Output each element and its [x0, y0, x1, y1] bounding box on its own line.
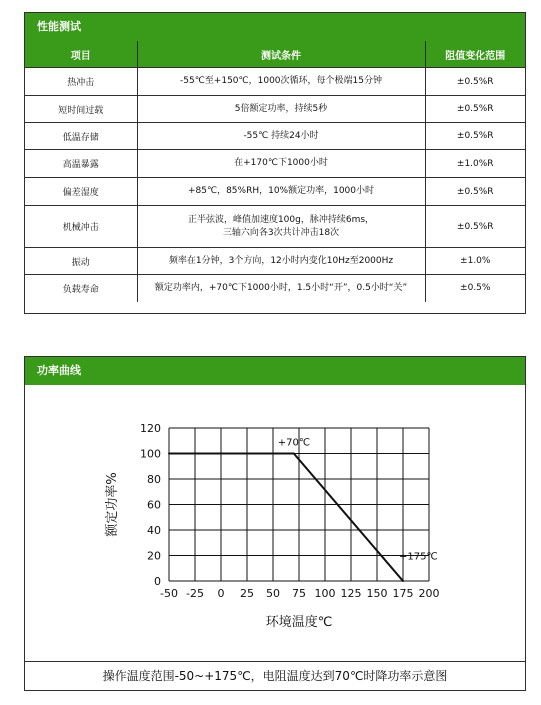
condition-line: -55℃ 持续24小时: [243, 130, 319, 141]
x-tick-label: 100: [314, 587, 336, 600]
cell-condition: [137, 248, 425, 275]
table-row: [25, 68, 525, 96]
condition-line: 5倍额定功率，持续5秒: [234, 103, 328, 114]
derating-curve-line: [169, 454, 403, 582]
column-header-resistance-change: 阻值变化范围: [425, 41, 525, 68]
cell-item: 机械冲击: [25, 206, 137, 248]
cell-item: 高温暴露: [25, 150, 137, 178]
x-tick-label: 125: [340, 587, 362, 600]
power-curve-caption: 操作温度范围-50~+175℃，电阻温度达到70℃时降功率示意图: [25, 661, 525, 690]
condition-line: +85℃，85%RH，10%额定功率，1000小时: [187, 186, 375, 196]
x-tick-label: 175: [392, 587, 414, 600]
cell-item: 低温存储: [25, 123, 137, 150]
y-tick-label: 60: [147, 498, 161, 512]
x-tick-label: 200: [418, 587, 440, 600]
cell-resistance-change: ±1.0%R: [425, 150, 525, 178]
x-tick-label: -25: [186, 587, 204, 600]
curve-annotation-label: +70℃: [277, 437, 311, 449]
x-tick-label: -50: [160, 587, 178, 600]
cell-resistance-change: ±1.0%: [425, 248, 525, 275]
performance-test-table: [25, 41, 525, 302]
cell-resistance-change: ±0.5%: [425, 275, 525, 302]
table-header-row: [25, 41, 525, 68]
cell-resistance-change: ±0.5%R: [425, 123, 525, 150]
cell-condition: [137, 123, 425, 150]
table-row: [25, 248, 525, 275]
table-row: [25, 275, 525, 302]
performance-test-title: 性能测试: [25, 13, 525, 41]
cell-item: 偏差湿度: [25, 178, 137, 206]
condition-line: 频率在1分钟，3个方向，12小时内变化10Hz至2000Hz: [168, 255, 394, 266]
table-row: [25, 150, 525, 178]
cell-condition: [137, 150, 425, 178]
x-tick-label: 150: [366, 587, 388, 600]
condition-line: 正半弦波，峰值加速度100g，脉冲持续6ms，: [187, 214, 375, 225]
condition-line: 额定功率内，+70℃下1000小时，1.5小时“开”，0.5小时“关”: [154, 282, 408, 293]
cell-item: 振动: [25, 248, 137, 275]
y-tick-label: 100: [140, 447, 161, 461]
cell-condition: [137, 178, 425, 206]
power-derating-chart: [25, 385, 525, 660]
column-header-condition: 测试条件: [137, 41, 425, 68]
condition-line: 三轴六向各3次共计冲击18次: [222, 227, 340, 238]
curve-point: [168, 453, 170, 455]
y-tick-label: 80: [147, 473, 161, 486]
condition-line: -55℃至+150℃，1000次循环，每个极端15分钟: [180, 76, 382, 86]
cell-item: 负载寿命: [25, 275, 137, 302]
cell-resistance-change: ±0.5%R: [425, 206, 525, 248]
x-tick-label: 75: [292, 587, 306, 600]
condition-line: 在+170℃下1000小时: [234, 158, 328, 168]
cell-item: 热冲击: [25, 68, 137, 96]
x-tick-label: 50: [266, 587, 280, 600]
power-curve-title: 功率曲线: [25, 357, 525, 385]
column-header-item: 项目: [25, 41, 137, 68]
curve-point: [293, 453, 295, 455]
cell-condition: [137, 275, 425, 302]
curve-annotation-label: +175℃: [399, 551, 438, 563]
cell-resistance-change: ±0.5%R: [425, 178, 525, 206]
y-axis-label: 额定功率%: [105, 472, 120, 537]
y-tick-label: 0: [154, 575, 161, 588]
table-row: [25, 206, 525, 248]
x-tick-label: 0: [217, 587, 225, 600]
y-tick-label: 120: [140, 422, 161, 435]
cell-condition: [137, 68, 425, 96]
chart-svg: [25, 385, 525, 660]
curve-point: [402, 580, 404, 582]
table-row: [25, 178, 525, 206]
cell-resistance-change: ±0.5%R: [425, 68, 525, 96]
x-axis-label: 环境温度℃: [265, 615, 333, 630]
table-row: [25, 123, 525, 150]
power-curve-panel: [24, 356, 526, 691]
cell-resistance-change: ±0.5%R: [425, 96, 525, 123]
table-row: [25, 96, 525, 123]
cell-item: 短时间过载: [25, 96, 137, 123]
x-tick-label: 25: [240, 587, 254, 600]
cell-condition: [137, 96, 425, 123]
performance-test-panel: [24, 12, 526, 314]
y-tick-label: 40: [147, 524, 161, 537]
cell-condition: [137, 206, 425, 248]
y-tick-label: 20: [147, 549, 161, 563]
